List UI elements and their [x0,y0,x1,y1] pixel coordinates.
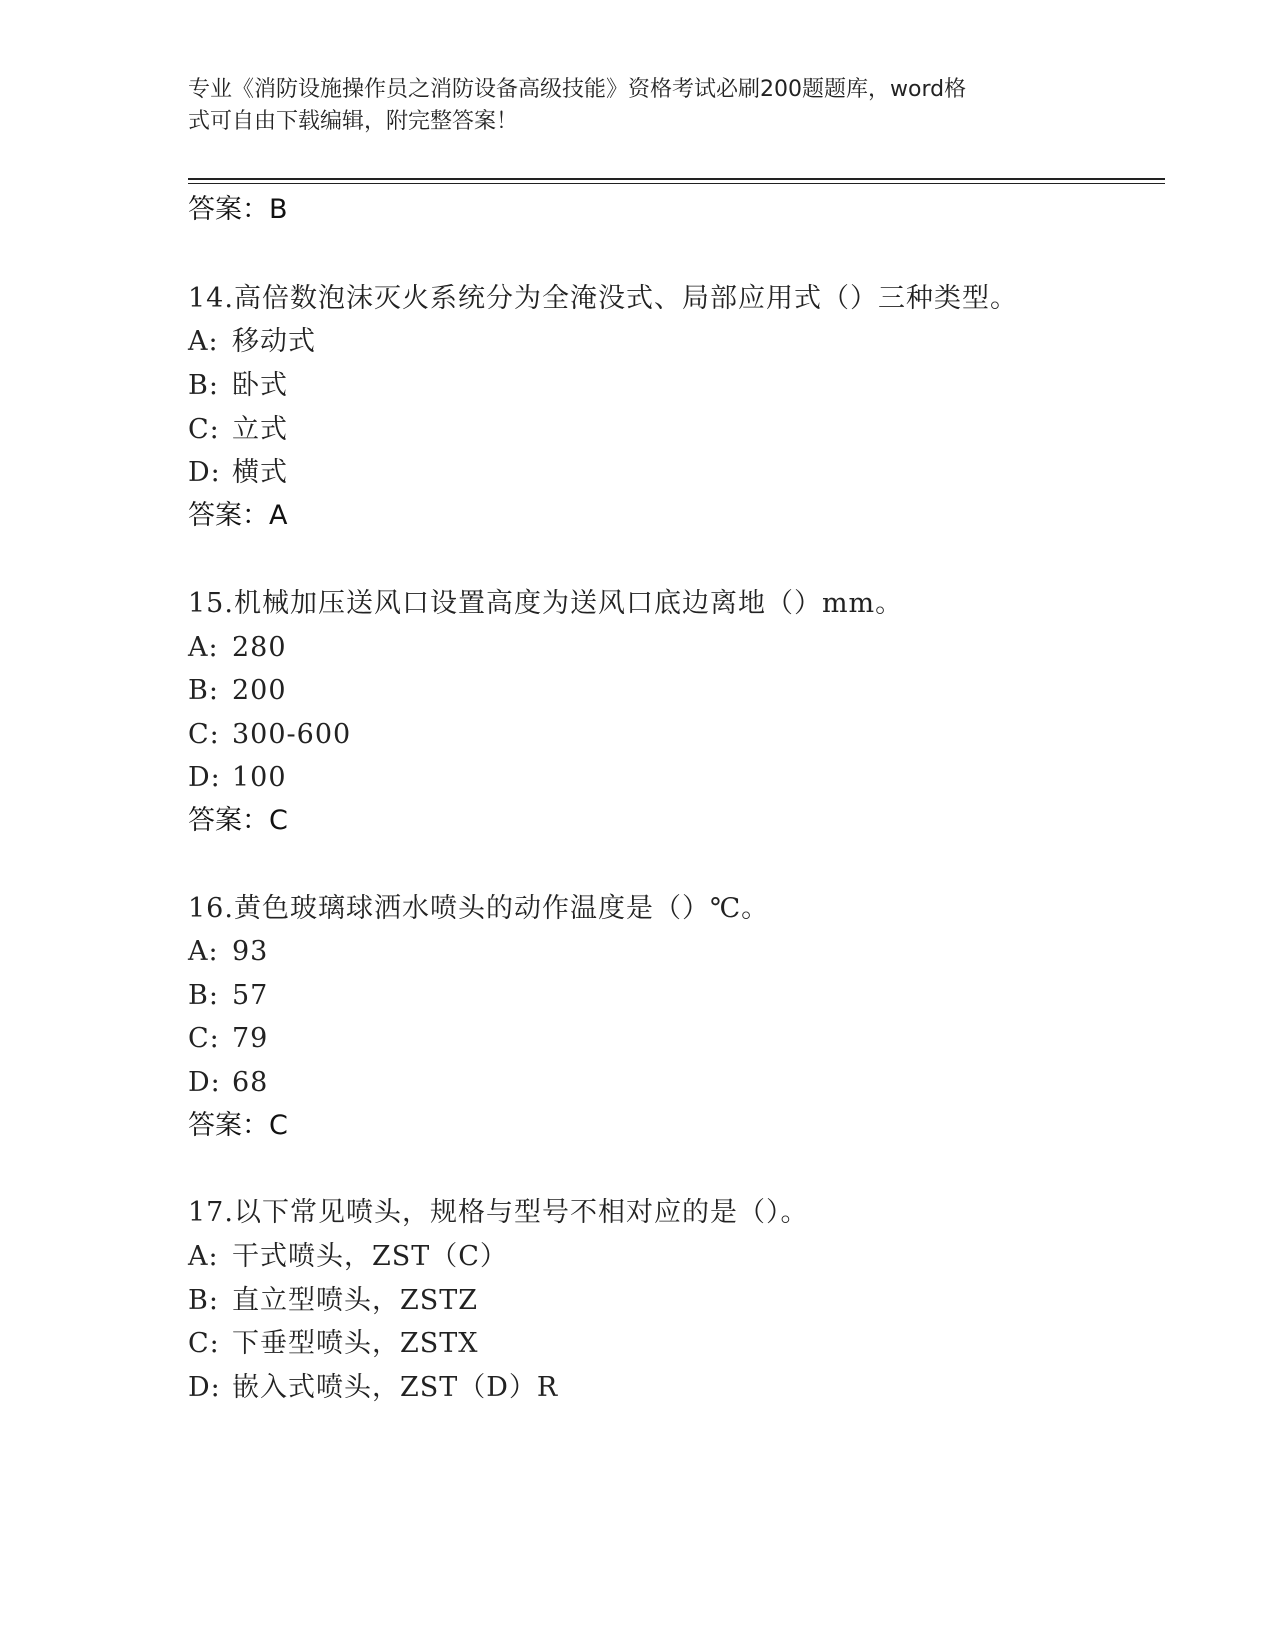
answer-label: 答案： [188,805,269,836]
option-key: B: [188,675,219,706]
answer-value: C [269,805,288,836]
option-text: 干式喷头，ZST（C） [232,1241,508,1272]
answer-value: B [269,194,288,225]
option-key: A: [188,936,219,967]
option-text: 300-600 [232,719,352,750]
option-16-b [188,976,268,1016]
document-header [188,74,1088,138]
option-16-d [188,1063,268,1103]
option-text: 卧式 [232,370,288,401]
option-key: D: [188,1067,221,1098]
answer-label: 答案： [188,194,269,225]
option-text: 移动式 [232,326,316,357]
option-15-a [188,628,287,668]
answer-line [188,801,288,841]
answer-line [188,190,288,230]
option-key: B: [188,1285,219,1316]
option-key: C: [188,1023,220,1054]
option-15-c [188,715,351,755]
option-key: A: [188,632,219,663]
option-text: 100 [232,762,287,793]
header-divider-thick [188,178,1165,180]
option-text: 93 [232,936,269,967]
option-key: A: [188,1241,219,1272]
option-key: D: [188,457,221,488]
option-14-c [188,410,288,450]
option-15-d [188,758,287,798]
option-14-d [188,453,288,493]
option-14-b [188,366,288,406]
option-16-c [188,1019,268,1059]
answer-line [188,1106,288,1146]
answer-label: 答案： [188,500,269,531]
header-divider-thin [188,183,1165,184]
option-text: 200 [232,675,287,706]
option-17-a [188,1237,508,1277]
option-17-d [188,1368,558,1408]
option-key: C: [188,1328,220,1359]
answer-line [188,496,287,536]
header-line-1: 专业《消防设施操作员之消防设备高级技能》资格考试必刷200题题库，word格 [188,77,967,102]
option-key: B: [188,370,219,401]
option-text: 79 [232,1023,269,1054]
option-key: B: [188,980,219,1011]
option-text: 下垂型喷头，ZSTX [232,1328,479,1359]
answer-value: A [269,500,288,531]
option-text: 横式 [232,457,288,488]
option-text: 57 [232,980,269,1011]
option-key: C: [188,414,220,445]
option-text: 嵌入式喷头，ZST（D）R [232,1372,559,1403]
option-17-c [188,1324,479,1364]
header-line-2: 式可自由下载编辑，附完整答案！ [188,109,519,134]
option-16-a [188,932,268,972]
question-14: 14.高倍数泡沫灭火系统分为全淹没式、局部应用式（）三种类型。 [188,283,1018,314]
option-key: D: [188,1372,221,1403]
option-text: 立式 [232,414,288,445]
answer-label: 答案： [188,1110,269,1141]
option-14-a [188,322,316,362]
option-text: 68 [232,1067,269,1098]
option-key: C: [188,719,220,750]
question-16: 16.黄色玻璃球洒水喷头的动作温度是（）℃。 [188,893,770,924]
question-15: 15.机械加压送风口设置高度为送风口底边离地（）mm。 [188,588,904,619]
option-key: A: [188,326,219,357]
option-text: 直立型喷头，ZSTZ [232,1285,479,1316]
question-17: 17.以下常见喷头，规格与型号不相对应的是（）。 [188,1197,809,1228]
option-key: D: [188,762,221,793]
option-text: 280 [232,632,287,663]
option-15-b [188,671,287,711]
option-17-b [188,1281,478,1321]
answer-value: C [269,1110,288,1141]
